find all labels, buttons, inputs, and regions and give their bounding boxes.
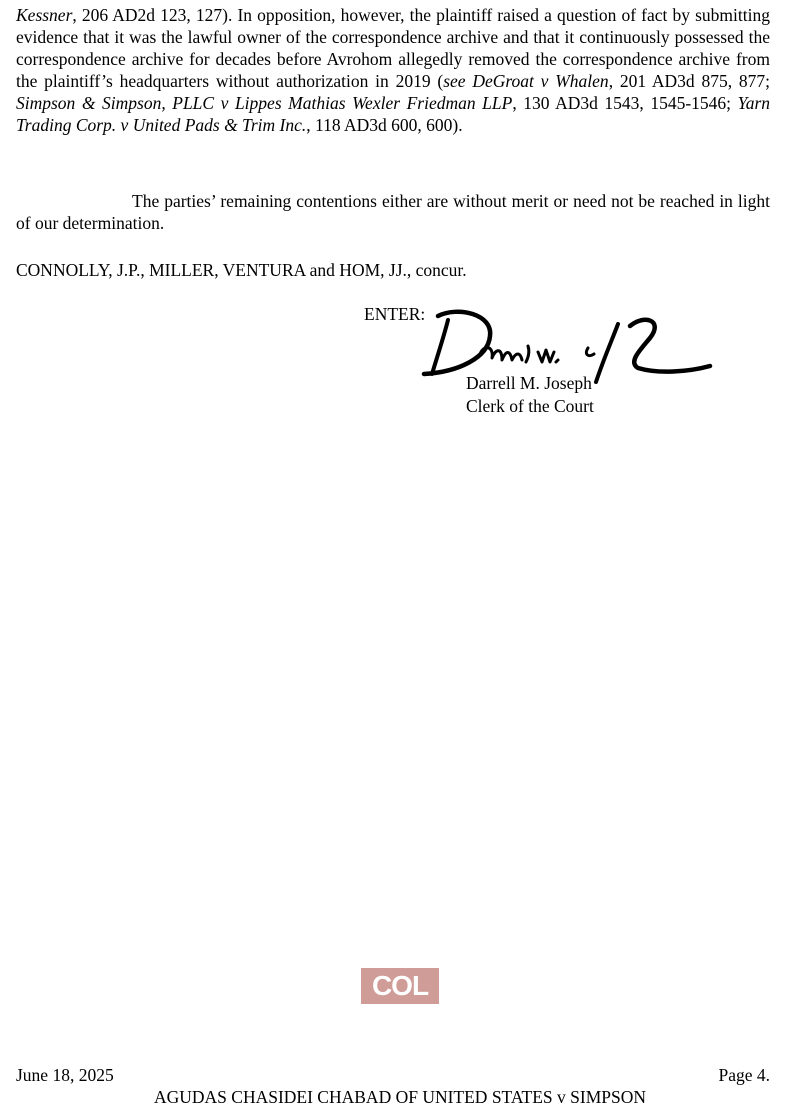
paragraph-remaining-contentions: The parties’ remaining contentions either are without merit or need not be reached in light of our determination.	[16, 191, 770, 233]
clerk-title: Clerk of the Court	[466, 396, 594, 416]
paragraph-text: , 118 AD3d 600, 600).	[306, 115, 463, 135]
paragraph-concur: CONNOLLY, J.P., MILLER, VENTURA and HOM, JJ., concur.	[16, 260, 467, 280]
enter-label: ENTER:	[364, 304, 426, 324]
paragraph-opposition	[16, 4, 770, 136]
footer-date: June 18, 2025	[16, 1065, 114, 1085]
citation-degroat: DeGroat v Whalen	[472, 71, 609, 91]
col-watermark-logo: COL	[361, 968, 439, 1004]
citation-yarn: Yarn Trading Corp. v United Pads & Trim Inc.	[16, 93, 771, 135]
footer-case-title: AGUDAS CHASIDEI CHABAD OF UNITED STATES v SIMPSON	[153, 1087, 647, 1107]
footer-page-number: Page 4.	[718, 1065, 770, 1085]
signal-see: see	[443, 71, 466, 91]
paragraph-text: , 206 AD2d 123, 127). In opposition, however, the plaintiff raised a question of fact by submitting evidence that it was the lawful owner of the correspondence archive and that it continuously possessed the correspondence archive for decades before Avrohom allegedly removed the correspondence archive from the plaintiff’s headquarters without authorization in 2019 (	[16, 5, 770, 91]
paragraph-text: , 201 AD3d 875, 877;	[608, 71, 770, 91]
paragraph-text: , 130 AD3d 1543, 1545-1546;	[512, 93, 738, 113]
citation-kessner: Kessner	[16, 5, 73, 25]
clerk-name: Darrell M. Joseph	[466, 373, 592, 393]
citation-simpson: Simpson & Simpson, PLLC v Lippes Mathias Wexler Friedman LLP	[16, 93, 513, 113]
